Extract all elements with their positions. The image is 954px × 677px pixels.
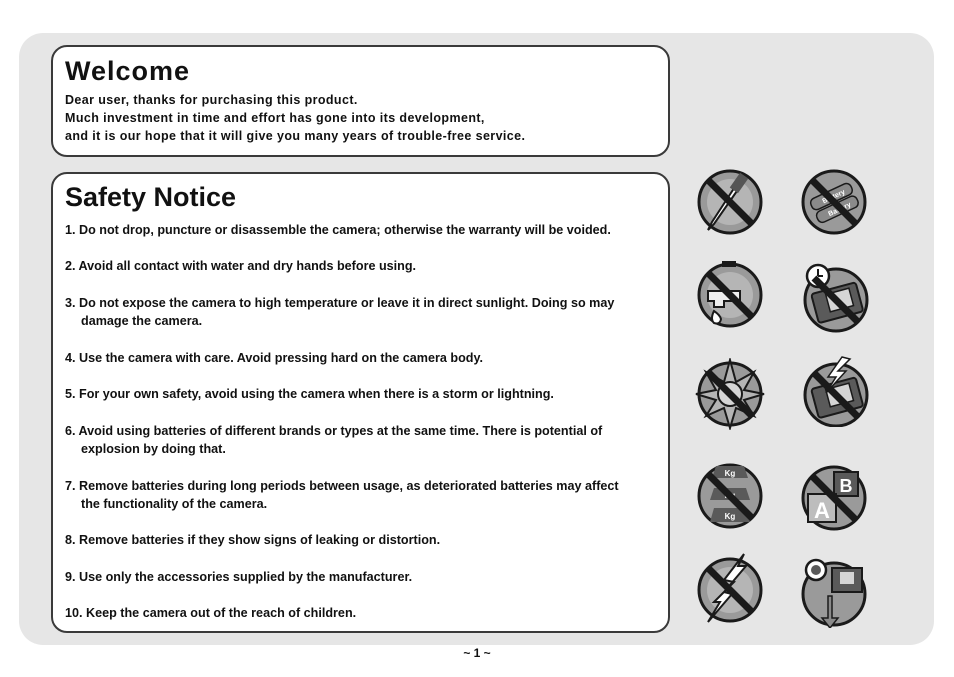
safety-item: 7. Remove batteries during long periods between usage, as deteriorated batteries may affect the functionality of the camera. <box>65 479 619 511</box>
safety-item: 3. Do not expose the camera to high temperature or leave it in direct sunlight. Doing so may damage the camera. <box>65 296 615 328</box>
welcome-line: Dear user, thanks for purchasing this product. <box>65 93 358 107</box>
no-mixed-battery-icon <box>798 166 870 238</box>
no-lightning-icon <box>694 552 766 624</box>
no-screwdriver-icon <box>694 166 766 238</box>
safety-notice-title: Safety Notice <box>65 182 237 212</box>
safety-item: 6. Avoid using batteries of different brands or types at the same time. There is potential of explosion by doing that. <box>65 424 603 456</box>
welcome-line: and it is our hope that it will give you many years of trouble-free service. <box>65 129 526 143</box>
safety-item: 10. Keep the camera out of the reach of children. <box>65 606 357 620</box>
no-heavy-weight-icon <box>694 460 766 532</box>
welcome-panel <box>51 45 670 157</box>
no-mixed-brand-battery-icon <box>798 460 870 532</box>
svg-text:B: B <box>839 476 853 496</box>
no-damaged-battery-icon <box>798 355 870 427</box>
welcome-title: Welcome <box>65 56 191 86</box>
svg-text:Kg: Kg <box>724 469 736 478</box>
svg-text:A: A <box>814 498 830 523</box>
safety-item: 2. Avoid all contact with water and dry hands before using. <box>65 259 417 273</box>
safety-item: 5. For your own safety, avoid using the camera when there is a storm or lightning. <box>65 387 554 401</box>
page-number: ~ 1 ~ <box>463 646 491 660</box>
remove-battery-timer-icon <box>798 262 870 334</box>
safety-item: 9. Use only the accessories supplied by the manufacturer. <box>65 570 413 584</box>
safety-item: 8. Remove batteries if they show signs of leaking or distortion. <box>65 533 441 547</box>
welcome-line: Much investment in time and effort has gone into its development, <box>65 111 485 125</box>
no-water-tap-icon <box>694 259 766 331</box>
safety-item: 4. Use the camera with care. Avoid pressing hard on the camera body. <box>65 351 484 365</box>
safety-item: 1. Do not drop, puncture or disassemble the camera; otherwise the warranty will be voided. <box>65 223 611 237</box>
safety-notice-panel <box>51 172 670 633</box>
no-sun-heat-icon <box>694 358 766 430</box>
keep-away-children-icon <box>798 556 870 628</box>
svg-text:Kg: Kg <box>724 512 736 521</box>
welcome-text <box>65 91 525 145</box>
